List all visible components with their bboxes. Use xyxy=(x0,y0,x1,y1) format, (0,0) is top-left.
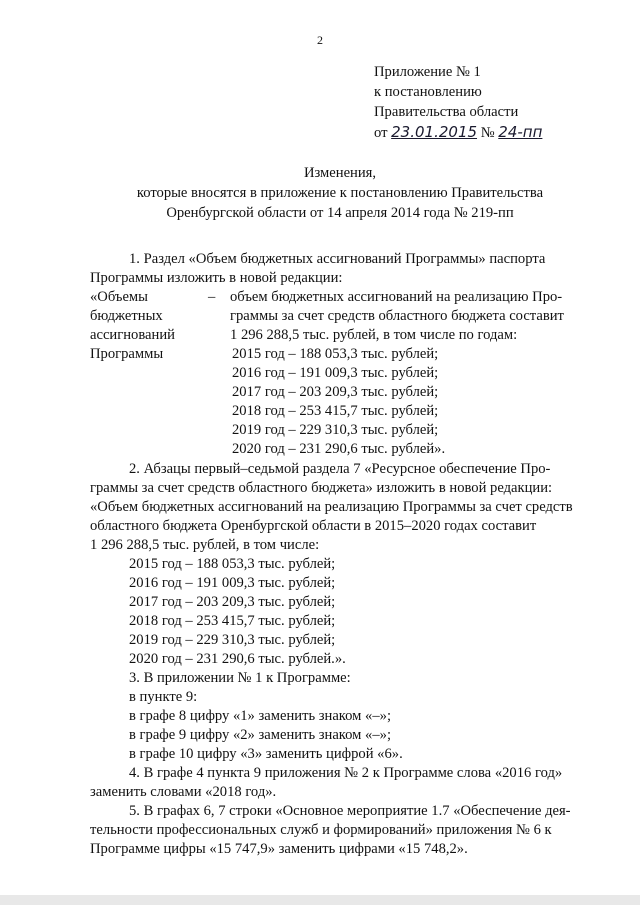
item3-line-4: в графе 9 цифру «2» заменить знаком «–»; xyxy=(129,727,391,743)
item1-year-2020: 2020 год – 231 290,6 тыс. рублей». xyxy=(232,441,446,457)
appendix-line-3: Правительства области xyxy=(374,104,519,120)
handwritten-number: 24-пп xyxy=(498,123,543,141)
item5-line-2: тельности профессиональных служб и формирований» приложения № 6 к xyxy=(90,822,552,838)
item1-right-2: граммы за счет средств областного бюджета составит xyxy=(230,308,564,324)
page-number: 2 xyxy=(317,33,323,47)
item2-line-5: 1 296 288,5 тыс. рублей, в том числе: xyxy=(90,537,320,553)
item1-line-2: Программы изложить в новой редакции: xyxy=(90,270,343,286)
item3-line-3: в графе 8 цифру «1» заменить знаком «–»; xyxy=(129,708,391,724)
title-line-3: Оренбургской области от 14 апреля 2014 года № 219-пп xyxy=(166,205,514,221)
item2-line-1: 2. Абзацы первый–седьмой раздела 7 «Ресурсное обеспечение Про- xyxy=(129,461,551,477)
item1-left-2: бюджетных xyxy=(90,308,163,324)
document-title xyxy=(0,163,640,223)
item1-line-1: 1. Раздел «Объем бюджетных ассигнований Программы» паспорта xyxy=(129,251,546,267)
appendix-line-1: Приложение № 1 xyxy=(374,64,481,80)
title-line-2: которые вносятся в приложение к постановлению Правительства xyxy=(136,185,544,201)
item2-line-2: граммы за счет средств областного бюджета» изложить в новой редакции: xyxy=(90,480,553,496)
item3-line-2: в пункте 9: xyxy=(129,689,198,705)
item1-right-3: 1 296 288,5 тыс. рублей, в том числе по годам: xyxy=(230,327,518,343)
item1-year-2015: 2015 год – 188 053,3 тыс. рублей; xyxy=(232,346,439,362)
appendix-header xyxy=(374,62,542,143)
item2-line-3: «Объем бюджетных ассигнований на реализацию Программы за счет средств xyxy=(90,499,573,515)
item1-year-2016: 2016 год – 191 009,3 тыс. рублей; xyxy=(232,365,439,381)
scan-bottom-edge xyxy=(0,895,640,905)
title-line-1: Изменения, xyxy=(303,165,377,181)
item4-line-1: 4. В графе 4 пункта 9 приложения № 2 к Программе слова «2016 год» xyxy=(129,765,563,781)
item2-year-2020: 2020 год – 231 290,6 тыс. рублей.». xyxy=(129,651,346,667)
item2-year-2019: 2019 год – 229 310,3 тыс. рублей; xyxy=(129,632,336,648)
handwritten-date: 23.01.2015 xyxy=(391,123,478,141)
appendix-line-2: к постановлению xyxy=(374,84,482,100)
item3-line-5: в графе 10 цифру «3» заменить цифрой «6». xyxy=(129,746,403,762)
item2-year-2016: 2016 год – 191 009,3 тыс. рублей; xyxy=(129,575,336,591)
item1-left-4: Программы xyxy=(90,346,164,362)
item1-dash: – xyxy=(208,289,216,305)
item1-right-1: объем бюджетных ассигнований на реализацию Про- xyxy=(230,289,563,305)
item2-year-2015: 2015 год – 188 053,3 тыс. рублей; xyxy=(129,556,336,572)
number-prefix: № xyxy=(480,125,495,141)
item5-line-3: Программе цифры «15 747,9» заменить цифрами «15 748,2». xyxy=(90,841,468,857)
item5-line-1: 5. В графах 6, 7 строки «Основное мероприятие 1.7 «Обеспечение дея- xyxy=(129,803,571,819)
item4-line-2: заменить словами «2018 год». xyxy=(90,784,277,800)
date-prefix: от xyxy=(374,125,388,141)
item2-year-2017: 2017 год – 203 209,3 тыс. рублей; xyxy=(129,594,336,610)
item1-left-3: ассигнований xyxy=(90,327,175,343)
item2-line-4: областного бюджета Оренбургской области в 2015–2020 годах составит xyxy=(90,518,537,534)
item1-year-2019: 2019 год – 229 310,3 тыс. рублей; xyxy=(232,422,439,438)
item2-year-2018: 2018 год – 253 415,7 тыс. рублей; xyxy=(129,613,336,629)
item3-line-1: 3. В приложении № 1 к Программе: xyxy=(129,670,351,686)
item1-year-2017: 2017 год – 203 209,3 тыс. рублей; xyxy=(232,384,439,400)
item1-year-2018: 2018 год – 253 415,7 тыс. рублей; xyxy=(232,403,439,419)
item1-left-1: «Объемы xyxy=(90,289,148,305)
appendix-date-line xyxy=(374,122,542,143)
